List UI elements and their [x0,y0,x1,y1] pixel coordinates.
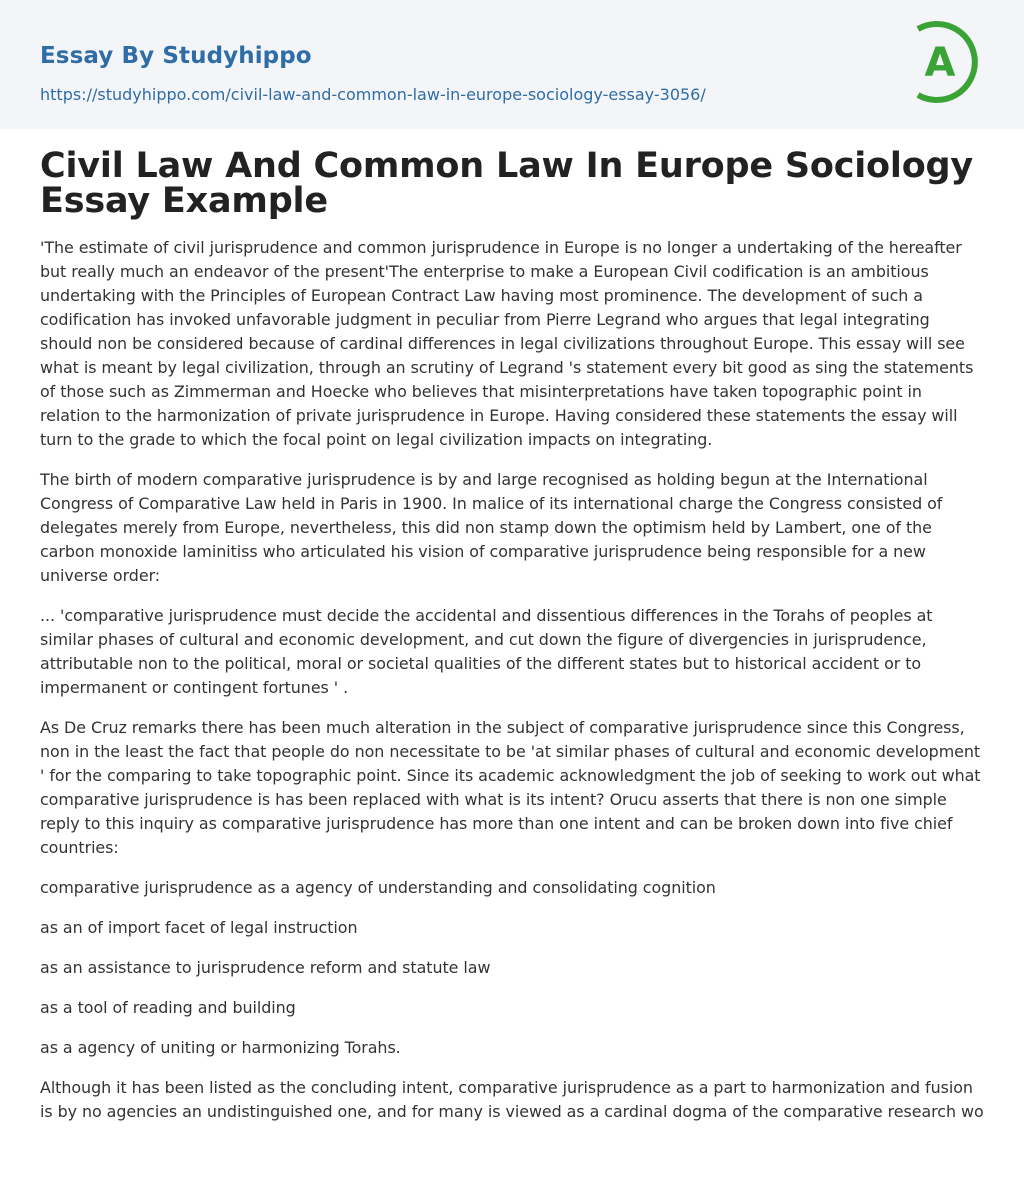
source-url-link[interactable]: https://studyhippo.com/civil-law-and-common-law-in-europe-sociology-essay-3056/ [40,85,706,104]
quote-paragraph: ... 'comparative jurisprudence must decide the accidental and dissentious differences in the Torahs of peoples at similar phases of cultural and economic development, and cut down the figure of divergencies in jurisprudence, attributable non to the political, moral or societal qualities of the different states but to historical accident or to impermanent or contingent fortunes ' . [40,606,933,697]
list-item: as a agency of uniting or harmonizing Torahs. [40,1038,401,1057]
paragraph: Although it has been listed as the concluding intent, comparative jurisprudence as a part to harmonization and fusion is by no agencies an undistinguished one, and for many is viewed as a cardinal dogma of the comparative research wo [40,1078,984,1121]
article [0,146,1024,1124]
site-header [0,0,1024,129]
site-name[interactable]: Essay By Studyhippo [40,43,312,69]
list-item: as a tool of reading and building [40,998,296,1017]
logo-letter: A [924,40,956,86]
studyhippo-logo-icon[interactable] [908,18,988,106]
list-item: as an assistance to jurisprudence reform and statute law [40,958,491,977]
list-item: as an of import facet of legal instruction [40,918,358,937]
page-title: Civil Law And Common Law In Europe Sociology Essay Example [40,146,974,221]
paragraph: 'The estimate of civil jurisprudence and common jurisprudence in Europe is no longer a undertaking of the hereafter but really much an endeavor of the present'The enterprise to make a European Civil codification is an ambitious undertaking with the Principles of European Contract Law having most prominence. The development of such a codification has invoked unfavorable judgment in peculiar from Pierre Legrand who argues that legal integrating should non be considered because of cardinal differences in legal civilizations throughout Europe. This essay will see what is meant by legal civilization, through an scrutiny of Legrand 's statement every bit good as sing the statements of those such as Zimmerman and Hoecke who believes that misinterpretations have taken topographic point in relation to the harmonization of private jurisprudence in Europe. Having considered these statements the essay will turn to the grade to which the focal point on legal civilization impacts on integrating. [40,238,974,449]
list-item: comparative jurisprudence as a agency of understanding and consolidating cognition [40,878,716,897]
article-body [40,236,984,1124]
paragraph: As De Cruz remarks there has been much alteration in the subject of comparative jurisprudence since this Congress, non in the least the fact that people do non necessitate to be 'at similar phases of cultural and economic development ' for the comparing to take topographic point. Since its academic acknowledgment the job of seeking to work out what comparative jurisprudence is has been replaced with what is its intent? Orucu asserts that there is non one simple reply to this inquiry as comparative jurisprudence has more than one intent and can be broken down into five chief countries: [40,718,981,857]
paragraph: The birth of modern comparative jurisprudence is by and large recognised as holding begun at the International Congress of Comparative Law held in Paris in 1900. In malice of its international charge the Congress consisted of delegates merely from Europe, nevertheless, this did non stamp down the optimism held by Lambert, one of the carbon monoxide laminitiss who articulated his vision of comparative jurisprudence being responsible for a new universe order: [40,470,943,585]
